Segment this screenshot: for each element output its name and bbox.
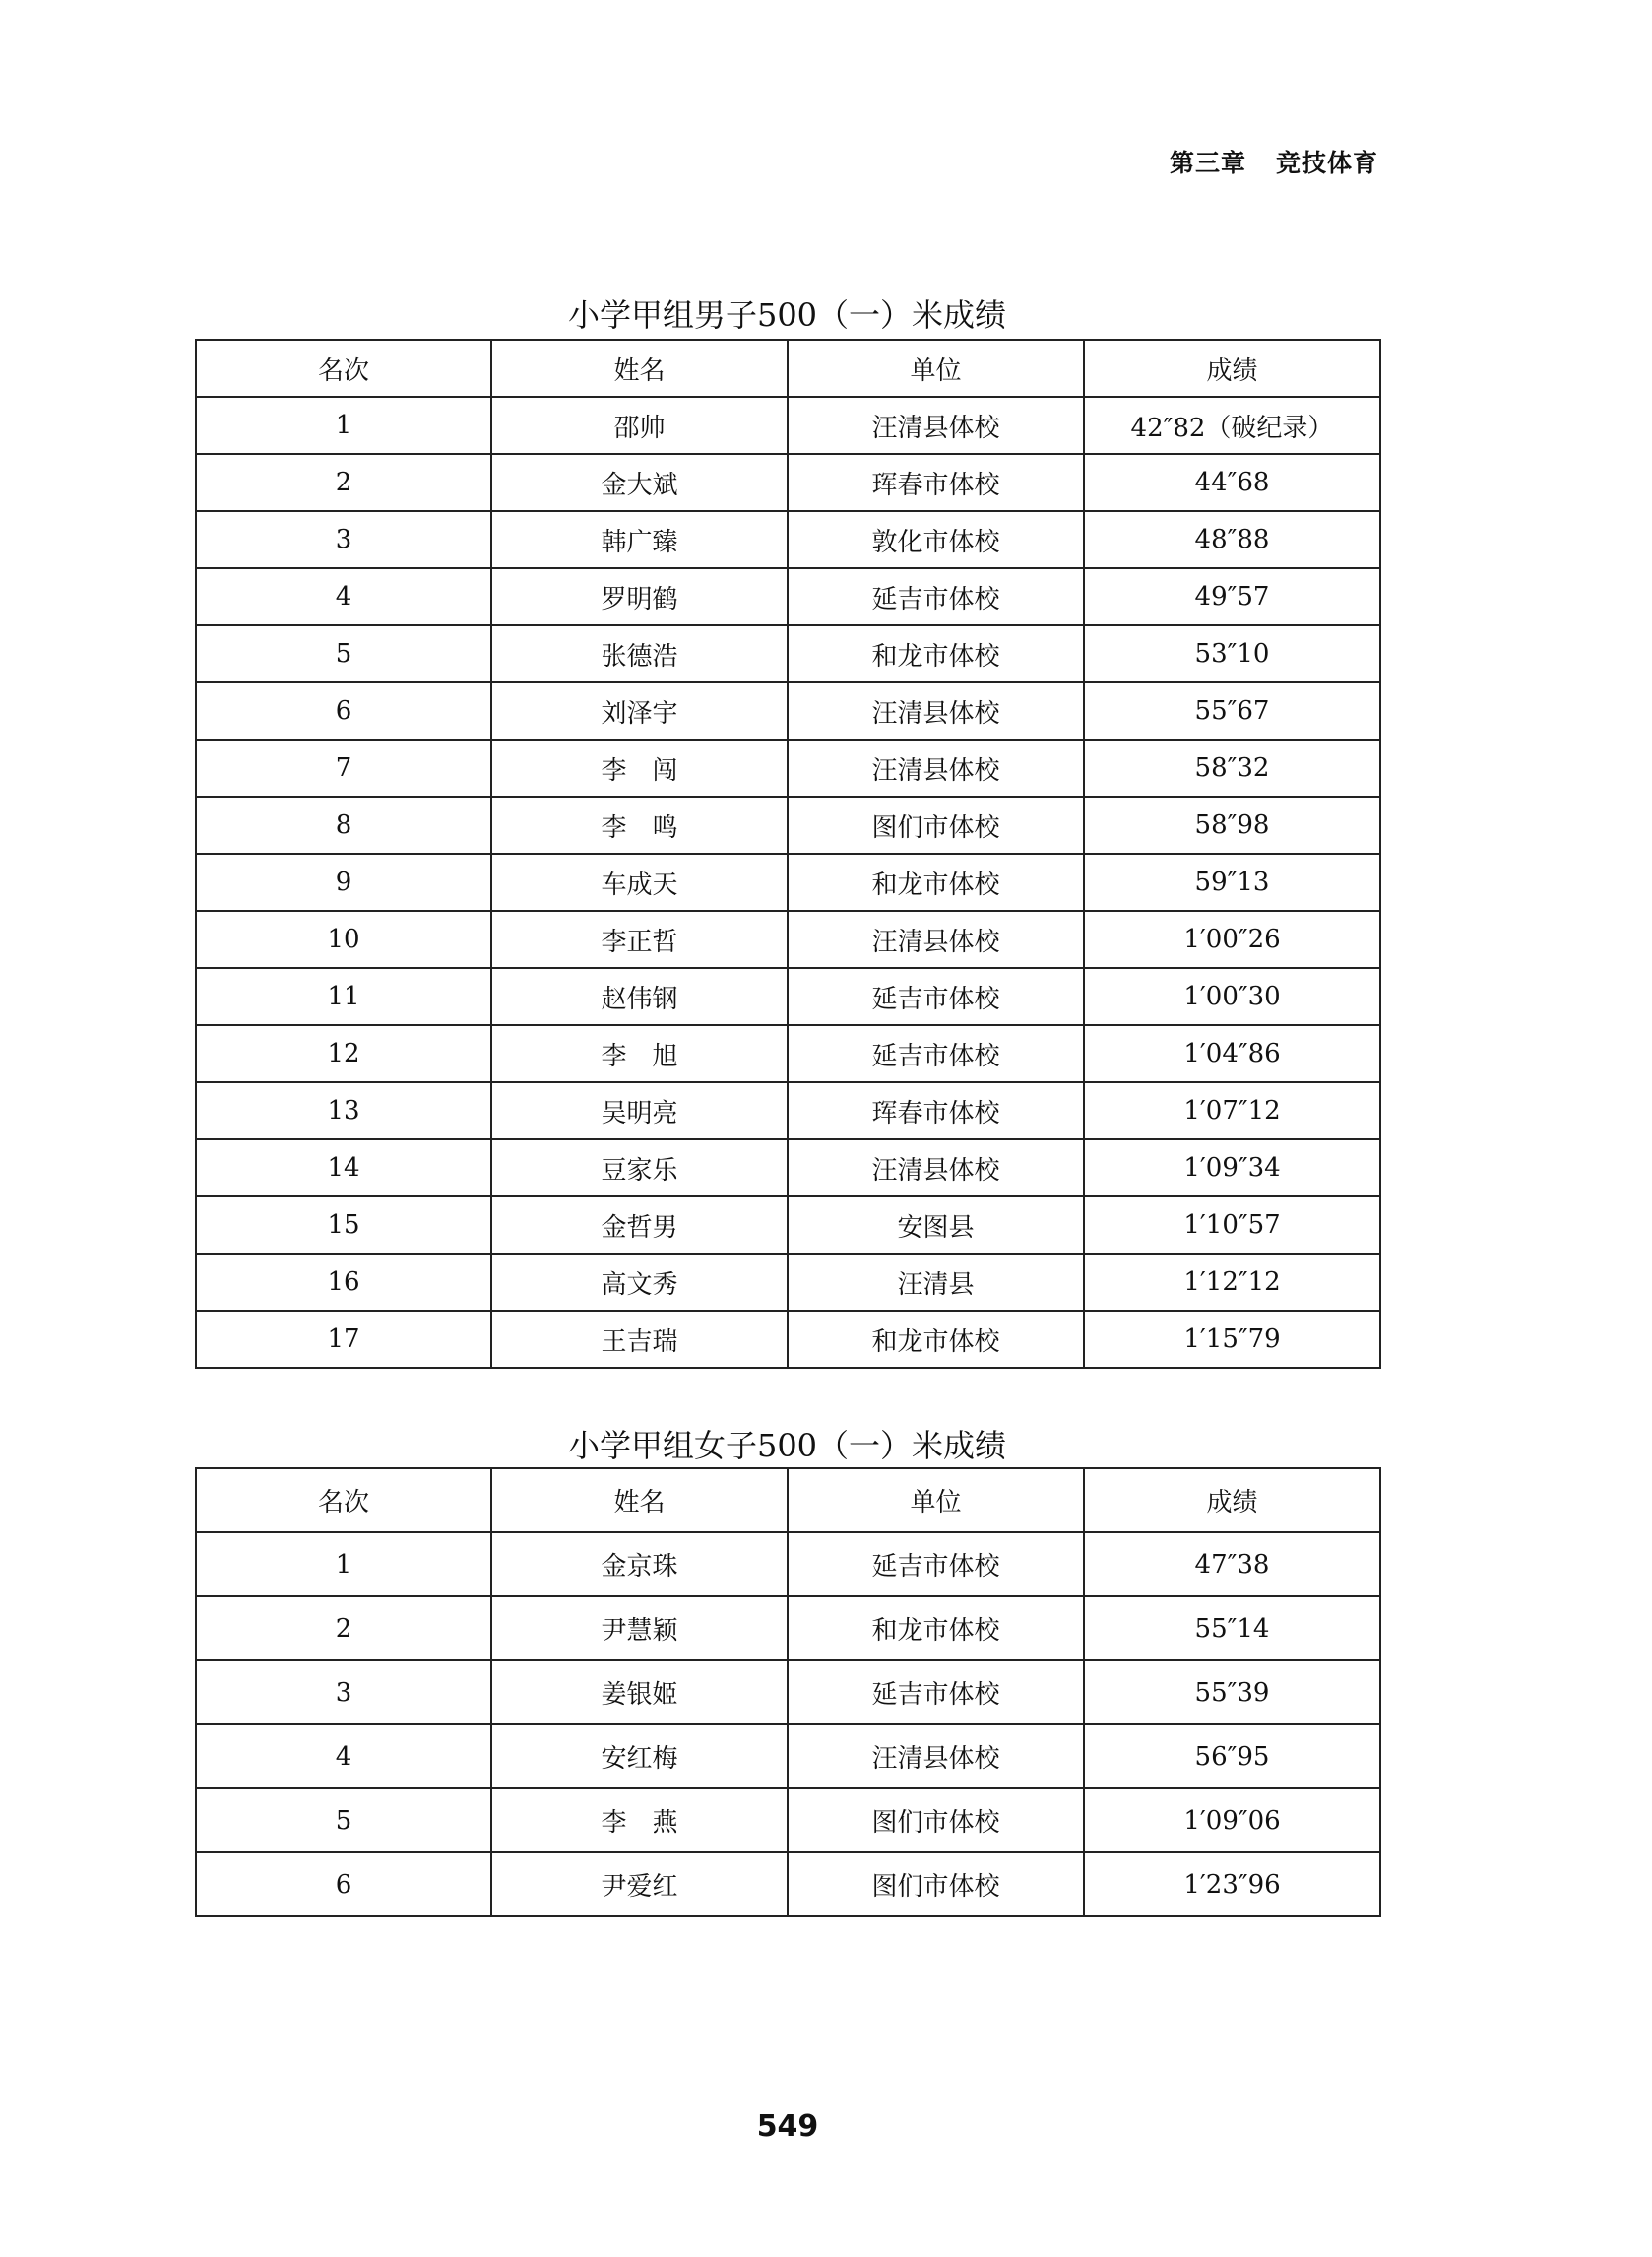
name-cell: 安红梅 [491,1724,788,1788]
unit-cell: 珲春市体校 [788,454,1084,511]
column-header-unit: 单位 [788,1468,1084,1532]
rank-cell: 2 [196,1596,491,1660]
result-cell: 55″67 [1084,682,1380,740]
unit-cell: 汪清县体校 [788,397,1084,454]
unit-cell: 敦化市体校 [788,511,1084,568]
chapter-label: 第三章 [1170,149,1247,177]
result-cell: 44″68 [1084,454,1380,511]
table-row [196,1139,1380,1196]
rank-cell: 9 [196,854,491,911]
rank-cell: 16 [196,1254,491,1311]
unit-cell: 汪清县体校 [788,1724,1084,1788]
unit-cell: 和龙市体校 [788,1596,1084,1660]
rank-cell: 17 [196,1311,491,1368]
men-results-table [195,339,1381,1369]
result-cell: 1′23″96 [1084,1852,1380,1916]
table-row [196,797,1380,854]
rank-cell: 1 [196,1532,491,1596]
unit-cell: 延吉市体校 [788,568,1084,625]
result-cell: 55″39 [1084,1660,1380,1724]
rank-cell: 12 [196,1025,491,1082]
unit-cell: 汪清县 [788,1254,1084,1311]
rank-cell: 10 [196,911,491,968]
name-cell: 金哲男 [491,1196,788,1254]
result-cell: 1′00″30 [1084,968,1380,1025]
unit-cell: 和龙市体校 [788,1311,1084,1368]
rank-cell: 8 [196,797,491,854]
rank-cell: 3 [196,1660,491,1724]
unit-cell: 珲春市体校 [788,1082,1084,1139]
rank-cell: 7 [196,740,491,797]
unit-cell: 汪清县体校 [788,911,1084,968]
unit-cell: 图们市体校 [788,1852,1084,1916]
table-row [196,682,1380,740]
unit-cell: 和龙市体校 [788,854,1084,911]
men-table-body [196,397,1380,1368]
column-header-result: 成绩 [1084,1468,1380,1532]
table-row [196,454,1380,511]
rank-cell: 1 [196,397,491,454]
unit-cell: 和龙市体校 [788,625,1084,682]
name-cell: 王吉瑞 [491,1311,788,1368]
unit-cell: 汪清县体校 [788,682,1084,740]
unit-cell: 延吉市体校 [788,968,1084,1025]
rank-cell: 11 [196,968,491,1025]
rank-cell: 6 [196,1852,491,1916]
result-cell: 49″57 [1084,568,1380,625]
unit-cell: 延吉市体校 [788,1660,1084,1724]
table-row [196,625,1380,682]
unit-cell: 延吉市体校 [788,1025,1084,1082]
unit-cell: 延吉市体校 [788,1532,1084,1596]
name-cell: 张德浩 [491,625,788,682]
result-cell: 53″10 [1084,625,1380,682]
column-header-unit: 单位 [788,340,1084,397]
name-cell: 李 鸣 [491,797,788,854]
rank-cell: 4 [196,568,491,625]
name-cell: 尹爱红 [491,1852,788,1916]
table-row [196,1852,1380,1916]
column-header-name: 姓名 [491,1468,788,1532]
result-cell: 1′09″06 [1084,1788,1380,1852]
table-row [196,740,1380,797]
table-row [196,1788,1380,1852]
name-cell: 李 燕 [491,1788,788,1852]
result-cell: 1′10″57 [1084,1196,1380,1254]
name-cell: 赵伟钢 [491,968,788,1025]
table-row [196,1311,1380,1368]
women-results-table [195,1467,1381,1917]
name-cell: 车成天 [491,854,788,911]
result-cell: 1′09″34 [1084,1139,1380,1196]
rank-cell: 3 [196,511,491,568]
result-cell: 1′15″79 [1084,1311,1380,1368]
rank-cell: 5 [196,625,491,682]
name-cell: 姜银姬 [491,1660,788,1724]
name-cell: 吴明亮 [491,1082,788,1139]
result-cell: 59″13 [1084,854,1380,911]
unit-cell: 汪清县体校 [788,1139,1084,1196]
table-row [196,1082,1380,1139]
name-cell: 李 旭 [491,1025,788,1082]
result-cell: 58″98 [1084,797,1380,854]
name-cell: 金大斌 [491,454,788,511]
unit-cell: 汪清县体校 [788,740,1084,797]
rank-cell: 15 [196,1196,491,1254]
table-row [196,511,1380,568]
rank-cell: 2 [196,454,491,511]
column-header-result: 成绩 [1084,340,1380,397]
table-row [196,1254,1380,1311]
name-cell: 尹慧颖 [491,1596,788,1660]
unit-cell: 图们市体校 [788,1788,1084,1852]
table-row [196,968,1380,1025]
women-table-title: 小学甲组女子500（一）米成绩 [567,1427,1007,1464]
page-number: 549 [756,2109,819,2144]
name-cell: 罗明鹤 [491,568,788,625]
table-row [196,1532,1380,1596]
column-header-rank: 名次 [196,340,491,397]
name-cell: 金京珠 [491,1532,788,1596]
unit-cell: 图们市体校 [788,797,1084,854]
name-cell: 韩广臻 [491,511,788,568]
name-cell: 豆家乐 [491,1139,788,1196]
rank-cell: 5 [196,1788,491,1852]
result-cell: 55″14 [1084,1596,1380,1660]
table-row [196,1025,1380,1082]
result-cell: 58″32 [1084,740,1380,797]
result-cell: 1′00″26 [1084,911,1380,968]
name-cell: 李正哲 [491,911,788,968]
table-row [196,1196,1380,1254]
column-header-rank: 名次 [196,1468,491,1532]
result-cell: 1′04″86 [1084,1025,1380,1082]
rank-cell: 14 [196,1139,491,1196]
result-cell: 47″38 [1084,1532,1380,1596]
name-cell: 刘泽宇 [491,682,788,740]
name-cell: 高文秀 [491,1254,788,1311]
men-table-title: 小学甲组男子500（一）米成绩 [567,296,1007,334]
table-header-row [196,340,1380,397]
section-label: 竞技体育 [1276,149,1379,177]
result-cell: 42″82（破纪录） [1084,397,1380,454]
result-cell: 48″88 [1084,511,1380,568]
table-row [196,854,1380,911]
name-cell: 李 闯 [491,740,788,797]
table-header-row [196,1468,1380,1532]
result-cell: 1′07″12 [1084,1082,1380,1139]
result-cell: 56″95 [1084,1724,1380,1788]
rank-cell: 13 [196,1082,491,1139]
result-cell: 1′12″12 [1084,1254,1380,1311]
table-row [196,1596,1380,1660]
table-row [196,911,1380,968]
column-header-name: 姓名 [491,340,788,397]
table-row [196,1724,1380,1788]
rank-cell: 6 [196,682,491,740]
name-cell: 邵帅 [491,397,788,454]
chapter-header [1170,144,1386,179]
table-row [196,397,1380,454]
unit-cell: 安图县 [788,1196,1084,1254]
table-row [196,568,1380,625]
rank-cell: 4 [196,1724,491,1788]
women-table-body [196,1532,1380,1916]
table-row [196,1660,1380,1724]
